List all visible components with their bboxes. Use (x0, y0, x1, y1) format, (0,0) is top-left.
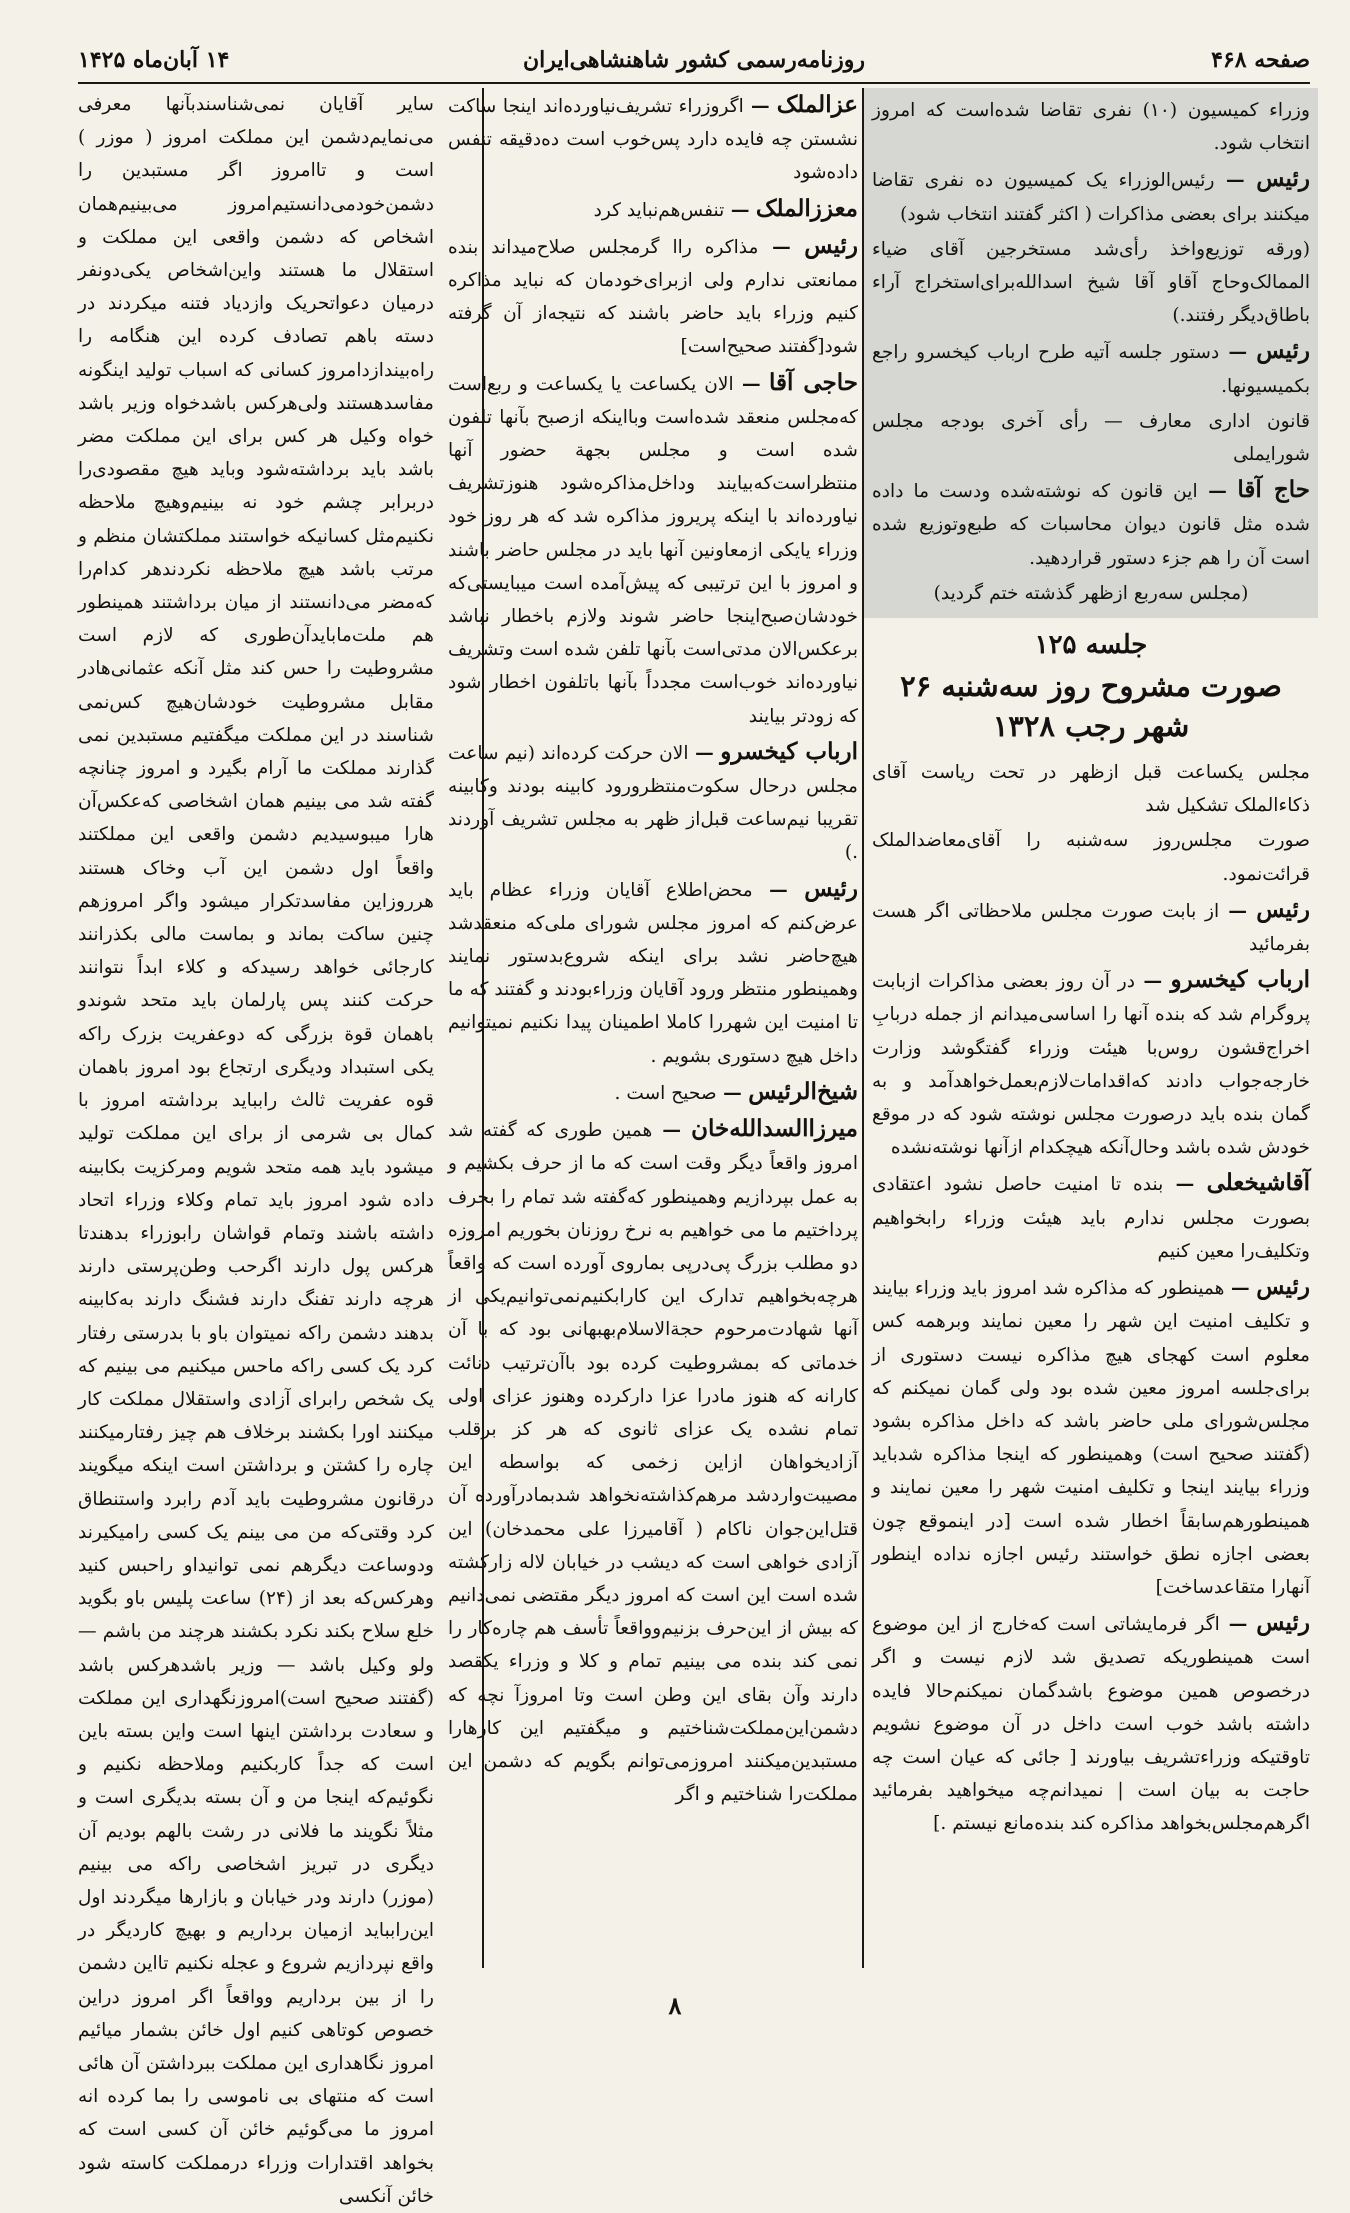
speaker-name: شیخ‌الرئیس (748, 1077, 858, 1105)
shaded-block (864, 88, 1318, 618)
right-column (872, 88, 1310, 1968)
speaker-name: معززالملک (755, 194, 858, 222)
paragraph: (مجلس سه‌ربع ازظهر گذشته ختم گردید) (933, 582, 1249, 604)
speaker-name: رئیس (804, 874, 858, 902)
page-number: ۸ (668, 1991, 682, 2020)
speaker-name: رئیس (1256, 895, 1310, 923)
paragraph: مجلس یکساعت قبل ازظهر در تحت ریاست آقای ذکاءالملک تشکیل شد (872, 762, 1310, 817)
paragraph: ارباب کیخسرو — در آن روز بعضی مذاکرات ازبابت پروگرام شد که بنده آنها را اساسی‌میدانم از جمله دربابِ اخراج‌قشون روس‌با هیئت وزراء گفتگوشد وزارت خارجه‌جواب دادند که‌اقدامات‌لازم‌بعمل‌خواهدآمد و به گمان بنده باید درصورت مجلس نوشته شود که در موقع خودش شده باشد وحال‌آنکه هیچکدام ازآنها نوشته‌نشده (872, 966, 1311, 1159)
middle-column (448, 88, 858, 1968)
paragraph: رئیس — دستور جلسه آتیه طرح ارباب کیخسرو راجع بکمیسیونها. (872, 337, 1310, 397)
speaker-name: رئیس (1256, 1273, 1310, 1301)
speaker-name: رئیس (1256, 1609, 1310, 1637)
speaker-name: رئیس (804, 231, 858, 259)
paragraph: معززالملک — تنفس‌هم‌نباید کرد (593, 194, 858, 222)
paragraph: رئیس — محض‌اطلاع آقایان وزراء عظام باید عرض‌کنم که امروز مجلس شورای ملی‌که منعقدشد هیچ‌حاضر نشد برای اینکه شروع‌بدستور نمایند وهمینطور منتظر ورود آقایان وزراءبودند و گفتند که ما تا امنیت این شهررا کاملا اطمینان پیدا نکنیم نمیتوانیم داخل هیچ دستوری بشویم . (448, 874, 858, 1067)
speaker-name: حاج آقا (1237, 476, 1310, 504)
speaker-name: آقاشیخعلی (1206, 1169, 1310, 1197)
paragraph: عزالملک — اگروزراء تشریف‌نیاورده‌اند اینجا ساکت نشستن چه فایده دارد پس‌خوب است ده‌دقیقه تنفس داده‌شود (448, 91, 858, 184)
paragraph: حاجی آقا — الان یکساعت یا یکساعت و ربع‌است که‌مجلس منعقد شده‌است وبااینکه ازصبح بآنها تلفون شده است و مجلس بجهة حضور آنها منتظراست‌که‌بیایند وداخل‌مذاکره‌شود هنوزتشریف نیاورده‌اند با اینکه پریروز مذاکره شد که هر روز خود وزراء یایکی ازمعاونین آنها باید در مجلس حاضر باشند و امروز با این ترتیبی که پیش‌آمده است میبایستی‌که خودشان‌صبح‌اینجا حاضر شوند ولازم باخطار نباشد برعکس‌الان مدتی‌است بآنها تلفن شده است وتشریف نیاورده‌اند خوب‌است مجدداً بآنها باتلفون اخطار شود که زودتر بیایند (448, 368, 858, 727)
paragraph: صورت مجلس‌روز سه‌شنبه را آقای‌معاضدالملک قرائت‌نمود. (872, 830, 1310, 885)
speaker-name: حاجی آقا (769, 368, 858, 396)
paragraph: رئیس — از بابت صورت مجلس ملاحظاتی اگر هست بفرمائید (872, 895, 1310, 956)
speaker-name: میرزاالسدالله‌خان (691, 1115, 858, 1143)
speaker-name: رئیس (1256, 337, 1310, 365)
speaker-name: عزالملک (776, 91, 858, 118)
paragraph: قانون اداری معارف — رأی آخری بودجه مجلس شورایملی (872, 410, 1310, 466)
newspaper-title: روزنامه‌رسمی کشور شاهنشاهی‌ایران (522, 47, 866, 73)
paragraph: شیخ‌الرئیس — صحیح است . (614, 1077, 858, 1105)
speaker-name: ارباب کیخسرو (1170, 966, 1311, 994)
paragraph: رئیس — اگر فرمایشاتی است که‌خارج از این موضوع است همینطوریکه تصدیق شد لازم نیست و اگر درخصوص همین موضوع باشدگمان نمیکنم‌حالا فایده داشته باشد خوب است داخل در آن موضوع نشویم تاوقتیکه وزراءتشریف بیاورند [ جائی که عیان است چه حاجت به بیان است | نمیدانم‌چه میخواهید بفرمائید اگرهم‌مجلس‌بخواهد مذاکره کند بنده‌مانع نیستم .] (872, 1609, 1310, 1835)
paragraph: ارباب کیخسرو — الان حرکت کرده‌اند (نیم ساعت مجلس درحال سکوت‌منتظرورود کابینه بودند وکابینه تقریبا نیم‌ساعت قبل‌از ظهر به مجلس تشریف آوردند .) (448, 737, 858, 864)
paragraph: رئیس — رئیس‌الوزراء یک کمیسیون ده نفری تقاضا میکنند برای بعضی مذاکرات ( اکثر گفتند انتخاب شود) (872, 165, 1311, 225)
session-subheading: صورت مشروح روز سه‌شنبه ۲۶ شهر رجب ۱۳۲۸ (900, 669, 1282, 744)
paragraph: (ورقه توزیع‌واخذ رأی‌شد مستخرجین آقای ضیاء الممالک‌وحاج آقاو آقا شیخ اسدالله‌برای‌استخراج آراء باطاق‌دیگر رفتند.) (872, 238, 1310, 327)
left-column (78, 88, 434, 2207)
issue-date: ۱۴ آبان‌ماه ۱۴۲۵ (78, 47, 230, 73)
speaker-name: ارباب کیخسرو (720, 737, 858, 765)
paragraph: رئیس — مذاکره راا گرمجلس صلاح‌میداند بنده ممانعتی ندارم ولی ازبرای‌خودمان که نباید مذاکره کنیم وزراء باید حاضر باشند که نتیجه‌از آن گرفته شود[گفتند صحیح‌است] (448, 231, 858, 358)
paragraph: سایر آقایان نمی‌شناسند‌بآنها معرفی می‌نمایم‌دشمن این مملکت امروز ( موزر ) است و تاامروز اگر مستبدین را دشمن‌خودمی‌دانستیم‌امروز می‌بینیم‌همان اشخاص که دشمن واقعی این مملکت و استقلال ما هستند واین‌اشخاص یکی‌دونفر درمیان دعواتحریک وازدیاد فتنه میکردند در دسته باهم تصادف کرده این هنگامه را راه‌بیندازدامروز کسانی که اسباب تولید اینگونه مفاسد‌هستند ولی‌هرکس باشدخواه وزیر باشد خواه وکیل هر کس برای این مملکت مضر باشد باید برداشته‌شود وباید هیچ مقصودی‌را دربرابر چشم خود نه بینیم‌وهیچ ملاحظه نکنیم‌مثل کسانیکه خواستند مملکتشان منظم و مرتب باشد هیچ ملاحظه نکردندهر کدام‌را که‌مضر می‌دانستند از میان برداشتند همینطور هم ملت‌ماباید‌آن‌طوری که لازم است مشروطیت را حس کند مثل آنکه عثمانی‌هادر مقابل مشروطیت خودشان‌هیچ کس‌نمی شناسند در این مملکت میگفتیم مستبدین نمی گذارند مملکت ما آرام بگیرد و امروز چنانچه گفته شد می بینیم همان اشخاصی که‌عکس‌آن هارا میبوسیدیم دشمن واقعی این مملکتند واقعاً اول دشمن این آب وخاک هستند هرروزاین مفاسدتکرار میشود واگر امروزهم چنین ساکت بماند و بماست مالی بکذرانند کارجائی خواهد رسیدکه و کلاء ابداً نتوانند حرکت کنند پس پارلمان باید متحد شوندو باهمان قوة بزرگی که دوعفریت بزرک راکه یکی استبداد ودیگری ارتجاع بود امروز باهمان قوه عفریت ثالث رابباید برداشته امروز با کمال بی شرمی از برای این مملکت تولید میشود باید همه متحد شویم ومرکزیت بکابینه داده شود امروز باید تمام وکلاء وزراء اتحاد داشته باشند وتمام قواشان رابوزراء بدهندتا هرکس پول دارند اگرحب وطن‌پرستی دارند هرچه دارند تفنگ دارند فشنگ دارند به‌کابینه بدهند دشمن راکه نمیتوان باو با بدرستی رفتار کرد یک کسی راکه ماحس میکنیم می بینیم که یک شخص رابرای آزادی واستقلال مملکت کار میکنند اورا بکشند برخلاف هم چیز رفتارمیکنند چاره را کشتن و برداشتن است اینکه میگویند درقانون مشروطیت باید آدم رابرد واستنطاق کرد وقتی‌که من می بینم یک کسی رامیکیرند ودوساعت دیگرهم نمی توانیداو راحبس کنید وهرکس‌که بعد از (۲۴) ساعت پلیس باو بگوید خلع سلاح بکند نکرد بکشند هرچند من باشم — ولو وکیل باشد — وزیر باشدهرکس باشد (گفتند صحیح است)امروزنگهداری این مملکت و سعادت برداشتن اینها است واین بسته باین است که جداً کاربکنیم وملاحظه نکنیم و نگوئیم‌که اینجا من و آن بسته بدیگری است و مثلاً نگویند ما فلانی در رشت بالهم بودیم آن دیگری در تبریز اشخاصی راکه می بینیم (موزر) دارند ودر خیابان و بازارها میگردند اول این‌رابباید ازمیان برداریم و بهیچ کاردیگر در واقع نپردازیم شروع و عجله نکنیم تااین دشمن را از بین برداریم وواقعاً اگر امروز دراین خصوص کوتاهی کنیم اول خائن بشمار میائیم امروز نگاهداری این مملکت ببرداشتن آن هائی است که منتهای بی ناموسی را بما کرده انه امروز ما می‌گوئیم خائن آن کسی است که بخواهد اقتدارات وزراء درمملکت کاسته شود خائن آنکسی (78, 94, 434, 2207)
paragraph: میرزاالسدالله‌خان — همین طوری که گفته شد امروز واقعاً دیگر وقت است که ما از حرف بکشیم و به عمل بپردازیم وهمینطور که‌گفته شد تمام را بحرف پرداختیم ما می خواهیم به نرخ روزنان بخوریم امروزه دو مطلب بزرگ پی‌درپی بماروی آورده است که واقعاً هرچه‌بخواهیم تدارک این کارابکنیم‌نمی‌توانیم‌یکی از آنها شهادت‌مرحوم حجة‌الاسلام‌بهبهانی بود که با آن خدماتی که بمشروطیت کرده بود باآن‌ترتیب دنائت کارانه که هنوز مادرا عزا دارکرده وهنوز عزای اولی تمام نشده یک عزای ثانوی که هر کز برقلب آزادیخواهان ازاین زخمی که بواسطه این مصیبت‌واردشد مرهم‌کذاشته‌نخواهد شد‌بمادرآورده آن قتل‌این‌جوان ناکام ( آقامیرزا علی محمدخان) این آزادی خواهی است که دیشب در خیابان لاله زارکشته شده است این است که امروز دیگر مقتضی نمی‌دانیم که بیش از این‌حرف بزنیم‌وواقعاً تأسف هم چاره‌کار را نمی کند بنده می بینیم تمام و کلا و وزراء یکقصد دارند وآن بقای این وطن است وتا امروزآ نچه که دشمن‌این‌مملکت‌شناختیم و میگفتیم این کارهارا مستبدین‌میکنند امروزمی‌توانم بگویم که دشمن این مملکت‌را شناختیم و اگر (448, 1115, 858, 1806)
page-header (78, 38, 1310, 84)
paragraph: آقاشیخعلی — بنده تا امنیت حاصل نشود اعتقادی بصورت مجلس ندارم باید هیئت وزراء رابخواهیم وتکلیف‌را معین کنیم (872, 1169, 1310, 1262)
session-heading: جلسه ۱۲۵ (1034, 630, 1148, 661)
paragraph: حاج آقا — این قانون که نوشته‌شده ودست ما داده شده مثل قانون دیوان محاسبات که طبع‌وتوزیع شده است آن را هم جزء دستور قراردهید. (872, 476, 1310, 569)
paragraph: رئیس — همینطور که مذاکره شد امروز باید وزراء بیایند و تکلیف امنیت این شهر را معین نمایند وبرهمه کس معلوم است کهجای هیچ مذاکره نیست دستوری از برای‌جلسه امروز معین شده بود ولی گمان نمیکنم که مجلس‌شورای ملی حاضر باشد که داخل مذاکره بشود (گفتند صحیح است) وهمینطور که اینجا مذاکره شدباید وزراء بیایند اینجا و تکلیف امنیت شهر را معین نمایند و همینطورهم‌سابقاً اخطار شده است [در اینموقع چون بعضی اجازه نطق خواستند رئیس اجازه نداده اینطور آنهارا متقاعدساخت] (872, 1273, 1310, 1598)
page-label: صفحه ۴۶۸ (1211, 47, 1310, 73)
speaker-name: رئیس (1256, 165, 1311, 193)
paragraph: وزراء کمیسیون (۱۰) نفری تقاضا شده‌است که امروز انتخاب شود. (872, 100, 1311, 155)
